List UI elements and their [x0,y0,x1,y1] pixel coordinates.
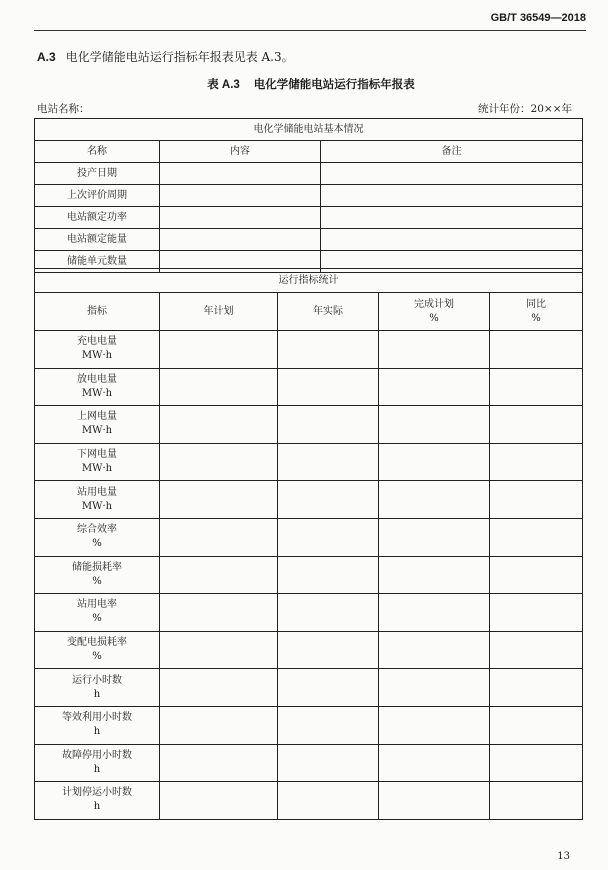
value-cell[interactable] [490,406,583,444]
indicator-label [35,481,160,519]
cell-unit: MW·h [81,387,113,399]
cell-label: 完成计划 [414,298,454,310]
value-cell[interactable] [160,669,278,707]
value-cell[interactable] [278,443,379,481]
header-rule [34,30,586,31]
intro-paragraph [37,48,294,65]
value-cell[interactable] [278,331,379,369]
value-cell[interactable] [160,368,278,406]
cell-label: 变配电损耗率 [67,637,127,649]
value-cell[interactable] [490,706,583,744]
table-row [35,518,583,556]
indicator-label [35,631,160,669]
value-cell[interactable] [278,406,379,444]
indicator-label [35,669,160,707]
value-cell[interactable] [490,631,583,669]
value-cell[interactable] [278,481,379,519]
value-cell[interactable] [278,556,379,594]
cell-label: 放电电量 [77,373,117,385]
station-name-label: 电站名称： [37,103,90,115]
input-cell[interactable] [160,229,321,251]
value-cell[interactable] [379,556,490,594]
cell-unit: % [531,312,541,324]
table-row [35,443,583,481]
column-header: 名称 [35,141,160,163]
cell-label: 综合效率 [77,524,117,536]
value-cell[interactable] [490,744,583,782]
value-cell[interactable] [160,481,278,519]
column-header [160,293,278,331]
row-label: 电站额定能量 [35,229,160,251]
row-label: 储能单元数量 [35,251,160,273]
value-cell[interactable] [379,631,490,669]
value-cell[interactable] [379,594,490,632]
value-cell[interactable] [379,706,490,744]
value-cell[interactable] [160,744,278,782]
cell-label: 运行小时数 [72,674,122,686]
input-cell[interactable] [160,207,321,229]
value-cell[interactable] [379,518,490,556]
cell-unit: MW·h [81,500,113,512]
table-row [35,669,583,707]
row-label: 投产日期 [35,163,160,185]
value-cell[interactable] [379,368,490,406]
cell-label: 指标 [87,305,107,317]
input-cell[interactable] [160,185,321,207]
value-cell[interactable] [379,443,490,481]
value-cell[interactable] [160,631,278,669]
cell-label: 下网电量 [77,449,117,461]
remark-cell[interactable] [321,163,583,185]
value-cell[interactable] [278,669,379,707]
value-cell[interactable] [278,706,379,744]
value-cell[interactable] [160,594,278,632]
table-row [35,706,583,744]
cell-unit: % [92,651,102,663]
remark-cell[interactable] [321,229,583,251]
cell-label: 站用电量 [77,486,117,498]
intro-text: 电化学储能电站运行指标年报表见表 A.3。 [65,50,294,64]
value-cell[interactable] [490,556,583,594]
value-cell[interactable] [490,782,583,820]
indicator-stats-table [34,268,583,820]
cell-unit: MW·h [81,425,113,437]
indicator-label [35,706,160,744]
clause-number: A.3 [37,50,56,64]
table-row [35,631,583,669]
indicator-label [35,594,160,632]
column-header [379,293,490,331]
cell-label: 故障停用小时数 [62,749,132,761]
cell-unit: % [92,538,102,550]
value-cell[interactable] [160,706,278,744]
value-cell[interactable] [379,669,490,707]
basic-info-table [34,118,583,273]
table-row [35,331,583,369]
table-row [35,782,583,820]
cell-label: 年计划 [203,305,234,317]
value-cell[interactable] [490,594,583,632]
table-title: 电化学储能电站运行指标年报表 [253,79,415,91]
cell-unit: h [93,801,101,813]
cell-unit: h [93,763,101,775]
cell-label: 充电电量 [77,336,117,348]
value-cell[interactable] [160,443,278,481]
value-cell[interactable] [278,782,379,820]
column-header [278,293,379,331]
indicator-label [35,518,160,556]
standard-code: GB/T 36549—2018 [490,12,586,24]
remark-cell[interactable] [321,185,583,207]
basic-section-title: 电化学储能电站基本情况 [35,119,583,141]
value-cell[interactable] [278,368,379,406]
column-header: 备注 [321,141,583,163]
cell-label: 等效利用小时数 [62,712,132,724]
cell-label: 年实际 [313,305,343,317]
value-cell[interactable] [379,481,490,519]
value-cell[interactable] [278,631,379,669]
cell-label: 站用电率 [77,599,117,611]
value-cell[interactable] [379,744,490,782]
value-cell[interactable] [490,368,583,406]
value-cell[interactable] [490,481,583,519]
value-cell[interactable] [278,744,379,782]
indicator-label [35,782,160,820]
cell-unit: h [93,726,101,738]
cell-unit: % [429,312,439,324]
indicator-label [35,556,160,594]
table-row [35,744,583,782]
indicator-label [35,406,160,444]
value-cell[interactable] [160,518,278,556]
indicator-label [35,331,160,369]
table-row [35,556,583,594]
value-cell[interactable] [160,406,278,444]
table-row [35,594,583,632]
table-caption [0,76,608,92]
value-cell[interactable] [379,331,490,369]
row-label: 上次评价周期 [35,185,160,207]
indicator-label [35,744,160,782]
cell-unit: % [92,575,102,587]
table-number: 表 A.3 [207,79,240,91]
cell-unit: MW·h [81,350,113,362]
indicator-label [35,368,160,406]
page-number: 13 [557,851,570,862]
value-cell[interactable] [490,443,583,481]
column-header [490,293,583,331]
input-cell[interactable] [160,163,321,185]
value-cell[interactable] [490,669,583,707]
statistics-year-label: 统计年份：20××年 [478,103,572,115]
row-label: 电站额定功率 [35,207,160,229]
value-cell[interactable] [379,406,490,444]
table-row [35,481,583,519]
column-header [35,293,160,331]
table-row [35,406,583,444]
cell-unit: MW·h [81,463,113,475]
indicator-label [35,443,160,481]
value-cell[interactable] [160,331,278,369]
value-cell[interactable] [278,518,379,556]
cell-label: 计划停运小时数 [62,787,132,799]
cell-label: 上网电量 [77,411,117,423]
stats-section-title: 运行指标统计 [35,269,583,293]
value-cell[interactable] [160,782,278,820]
cell-label: 同比 [526,298,546,310]
value-cell[interactable] [278,594,379,632]
value-cell[interactable] [379,782,490,820]
remark-cell[interactable] [321,207,583,229]
value-cell[interactable] [490,518,583,556]
value-cell[interactable] [160,556,278,594]
cell-label: 储能损耗率 [72,561,122,573]
value-cell[interactable] [490,331,583,369]
table-row [35,368,583,406]
column-header: 内容 [160,141,321,163]
cell-unit: h [93,688,101,700]
cell-unit: % [92,613,102,625]
